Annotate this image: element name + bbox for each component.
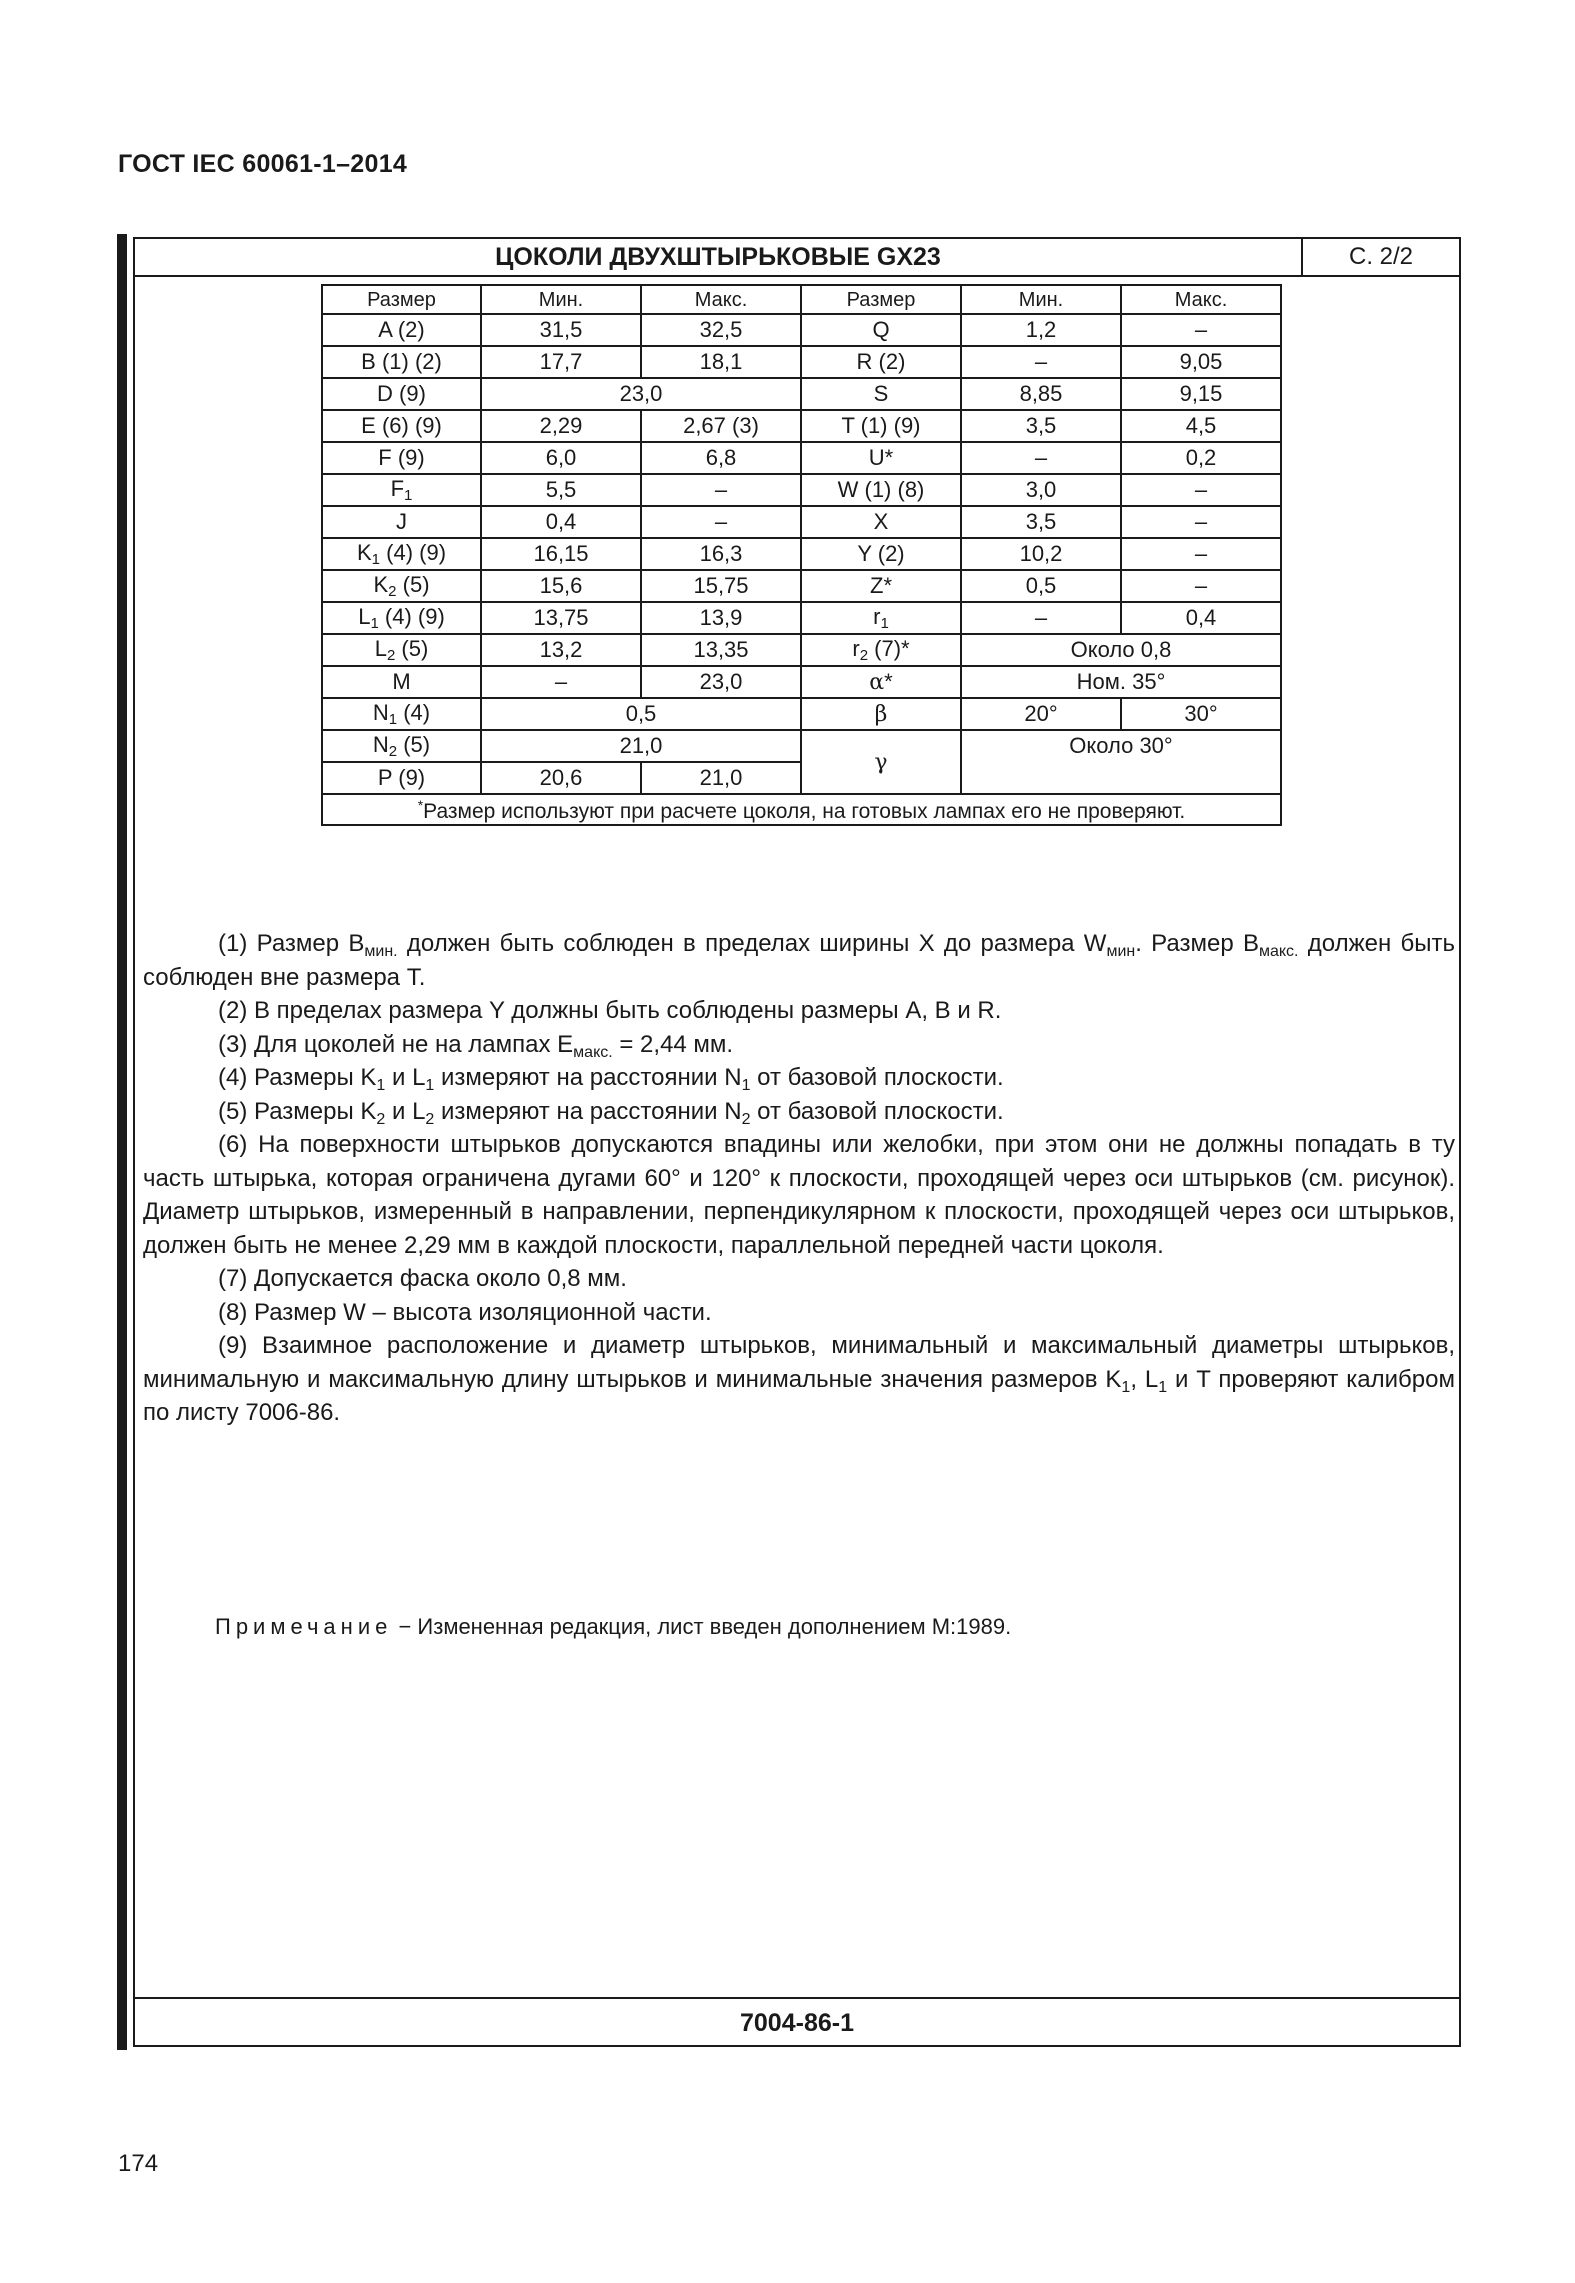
table-cell-max: 13,35 [641,634,801,666]
sheet-title-row [135,239,1459,277]
table-cell-min: 31,5 [481,314,641,346]
table-row [322,474,1281,506]
table-cell-max: 30° [1121,698,1281,730]
table-cell-dimension: M [322,666,481,698]
page-number: 174 [118,2150,159,2177]
table-row [322,634,1281,666]
sheet-left-bar [117,234,127,2050]
table-cell-value: 21,0 [481,730,801,762]
table-cell-max: – [641,474,801,506]
table-cell-dimension: β [801,698,961,730]
table-cell-value: Около 30° [961,730,1281,794]
table-header-cell: Макс. [1121,285,1281,314]
table-cell-dimension: D (9) [322,378,481,410]
notes [143,927,1455,1430]
table-cell-min: 1,2 [961,314,1121,346]
table-cell-dimension: P (9) [322,762,481,794]
table-cell-max: – [1121,570,1281,602]
table-cell-dimension: $L_1$ (4) (9) [322,602,481,634]
table-cell-max: – [1121,314,1281,346]
table-row [322,602,1281,634]
table-cell-min: 16,15 [481,538,641,570]
table-cell-value: Ном. 35° [961,666,1281,698]
table-row [322,570,1281,602]
table-cell-max: 0,2 [1121,442,1281,474]
table-cell-max: 32,5 [641,314,801,346]
table-cell-max: 0,4 [1121,602,1281,634]
table-header-cell: Размер [322,285,481,314]
table-cell-dimension: $L_2$ (5) [322,634,481,666]
table-cell-min: – [961,346,1121,378]
table-cell-max: – [1121,506,1281,538]
table-cell-max: 2,67 (3) [641,410,801,442]
note-4: (4) Размеры $K_1$ и $L_1$ измеряют на расстоянии $N_1$ от базовой плоскости. [218,1064,1004,1094]
table-row [322,698,1281,730]
table-cell-min: 17,7 [481,346,641,378]
note-7: (7) Допускается фаска около 0,8 мм. [218,1265,627,1292]
sheet-title: ЦОКОЛИ ДВУХШТЫРЬКОВЫЕ GX23 [135,239,1303,275]
table-cell-max: 9,05 [1121,346,1281,378]
note-1: (1) Размер $B_{мин.}$ должен быть соблюден в пределах ширины X до размера $W_{мин}$. Размер $B_{макс.}$ должен быть соблюден вне размера T. [143,930,1456,991]
table-cell-dimension: W (1) (8) [801,474,961,506]
table-cell-min: 13,2 [481,634,641,666]
table-cell-max: 13,9 [641,602,801,634]
table-cell-min: 8,85 [961,378,1121,410]
table-cell-dimension: R (2) [801,346,961,378]
table-header-cell: Мин. [961,285,1121,314]
table-cell-min: 6,0 [481,442,641,474]
table-cell-dimension: J [322,506,481,538]
table-row [322,378,1281,410]
remark-label: Примечание [215,1614,393,1639]
table-cell-max: – [1121,538,1281,570]
remark [215,1614,1011,1640]
note-8: (8) Размер W – высота изоляционной части. [218,1298,712,1326]
table-cell-min: 20,6 [481,762,641,794]
table-cell-dimension: A (2) [322,314,481,346]
table-cell-dimension: T (1) (9) [801,410,961,442]
table-cell-dimension: $N_2$ (5) [322,730,481,762]
table-cell-dimension: γ [801,730,961,794]
table-cell-max: 6,8 [641,442,801,474]
table-row [322,666,1281,698]
table-cell-min: 3,5 [961,410,1121,442]
table-cell-dimension: E (6) (9) [322,410,481,442]
table-cell-min: 3,0 [961,474,1121,506]
table-cell-min: 2,29 [481,410,641,442]
table-cell-dimension: $K_2$ (5) [322,570,481,602]
table-cell-min: – [961,602,1121,634]
table-row [322,410,1281,442]
table-cell-min: – [961,442,1121,474]
table-cell-dimension: Q [801,314,961,346]
table-cell-min: 3,5 [961,506,1121,538]
table-cell-dimension: $r_1$ [801,602,961,634]
table-cell-max: – [641,506,801,538]
table-cell-dimension: $r_2$ (7)* [801,634,961,666]
table-cell-max: 21,0 [641,762,801,794]
table-cell-dimension: Z* [801,570,961,602]
table-cell-min: 15,6 [481,570,641,602]
table-header-cell: Мин. [481,285,641,314]
table-cell-value: Около 0,8 [961,634,1281,666]
table-row [322,314,1281,346]
note-5: (5) Размеры $K_2$ и $L_2$ измеряют на расстоянии $N_2$ от базовой плоскости. [218,1097,1004,1128]
table-cell-dimension: S [801,378,961,410]
table-cell-dimension: Y (2) [801,538,961,570]
table-footnote-row [322,794,1281,825]
note-2: (2) В пределах размера Y должны быть соблюдены размеры A, B и R. [218,997,1002,1024]
table-cell-max: 23,0 [641,666,801,698]
table-cell-min: 13,75 [481,602,641,634]
note-3: (3) Для цоколей не на лампах $E_{макс.} = 2,44$ мм. [218,1030,734,1061]
table-footnote: *Размер используют при расчете цоколя, на готовых лампах его не проверяют. [322,794,1281,825]
table-cell-min: – [481,666,641,698]
table-cell-dimension: $N_1$ (4) [322,698,481,730]
table-cell-min: 5,5 [481,474,641,506]
table-cell-max: 16,3 [641,538,801,570]
table-cell-max: 15,75 [641,570,801,602]
table-row [322,346,1281,378]
table-row [322,730,1281,762]
table-cell-min: 20° [961,698,1121,730]
dimensions-table [321,284,1282,826]
standard-sheet [133,237,1461,2047]
table-cell-dimension: F (9) [322,442,481,474]
table-header-cell: Макс. [641,285,801,314]
table-cell-dimension: α* [801,666,961,698]
sheet-page-indicator: С. 2/2 [1348,243,1414,270]
table-cell-dimension: $F_1$ [322,474,481,506]
table-row [322,506,1281,538]
table-cell-max: 9,15 [1121,378,1281,410]
table-cell-dimension: B (1) (2) [322,346,481,378]
note-9: (9) Взаимное расположение и диаметр штырьков, минимальный и максимальный диаметры штырьков, минимальную и максимальную длину штырьков и минимальные значения размеров $K_1$, $L_1$ и T проверяют калибром по листу 7006-86. [143,1332,1455,1426]
table-cell-max: 18,1 [641,346,801,378]
table-cell-min: 0,4 [481,506,641,538]
table-header-row [322,285,1281,314]
document-standard: ГОСТ IEC 60061-1–2014 [118,150,408,178]
table-cell-dimension: U* [801,442,961,474]
table-cell-min: 10,2 [961,538,1121,570]
table-row [322,442,1281,474]
table-cell-dimension: $K_1$ (4) (9) [322,538,481,570]
table-cell-value: 0,5 [481,698,801,730]
remark-text: − Измененная редакция, лист введен дополнением M:1989. [392,1614,1012,1639]
table-cell-max: – [1121,474,1281,506]
table-row [322,538,1281,570]
table-cell-dimension: X [801,506,961,538]
sheet-code: 7004-86-1 [740,2009,854,2037]
table-header-cell: Размер [801,285,961,314]
table-cell-value: 23,0 [481,378,801,410]
sheet-footer-row [135,1997,1459,2047]
table-cell-min: 0,5 [961,570,1121,602]
note-6: (6) На поверхности штырьков допускаются впадины или желобки, при этом они не должны попадать в ту часть штырька, которая ограничена дугами 60° и 120° к плоскости, проходящей через оси штырьков (см. рисунок). Диаметр штырьков, измеренный в направлении, перпендикулярном к плоскости, проходящей через оси штырьков, должен быть не менее 2,29 мм в каждой плоскости, параллельной передней части цоколя. [143,1131,1455,1259]
table-cell-max: 4,5 [1121,410,1281,442]
